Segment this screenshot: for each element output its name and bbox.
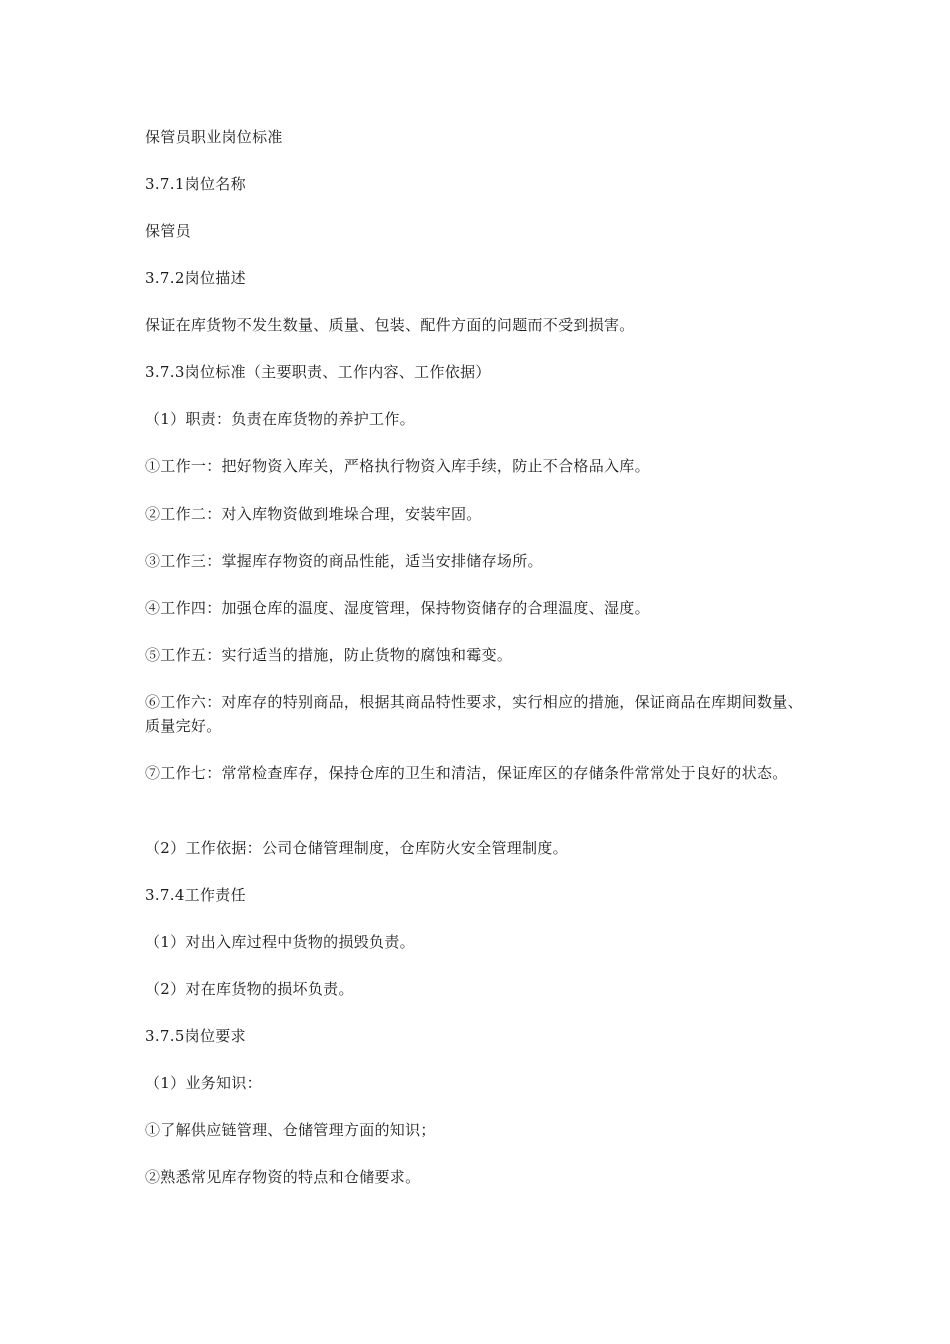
- section-heading: 3.7.2岗位描述: [145, 269, 246, 287]
- paragraph: 保证在库货物不发生数量、质量、包装、配件方面的问题而不受到损害。: [145, 316, 635, 334]
- section-heading: 3.7.5岗位要求: [145, 1027, 246, 1045]
- list-item: ③工作三：掌握库存物资的商品性能，适当安排储存场所。: [145, 552, 543, 570]
- document-title: 保管员职业岗位标准: [145, 128, 283, 146]
- list-item: ⑤工作五：实行适当的措施，防止货物的腐蚀和霉变。: [145, 646, 513, 664]
- list-item: ④工作四：加强仓库的温度、湿度管理，保持物资储存的合理温度、湿度。: [145, 599, 650, 617]
- list-item: （1）对出入库过程中货物的损毁负责。: [145, 933, 415, 951]
- paragraph: （2）工作依据：公司仓储管理制度，仓库防火安全管理制度。: [145, 839, 568, 857]
- list-item: ②工作二：对入库物资做到堆垛合理，安装牢固。: [145, 505, 482, 523]
- list-item: ②熟悉常见库存物资的特点和仓储要求。: [145, 1168, 421, 1186]
- list-item: ①工作一：把好物资入库关，严格执行物资入库手续，防止不合格品入库。: [145, 457, 650, 475]
- list-item: ⑥工作六：对库存的特别商品，根据其商品特性要求，实行相应的措施，保证商品在库期间数量、质量完好。: [145, 693, 803, 735]
- section-heading: 3.7.3岗位标准（主要职责、工作内容、工作依据）: [145, 363, 491, 381]
- paragraph: （1）业务知识：: [145, 1074, 262, 1092]
- list-item: ①了解供应链管理、仓储管理方面的知识；: [145, 1121, 436, 1139]
- section-heading: 3.7.4工作责任: [145, 886, 246, 904]
- list-item: （2）对在库货物的损坏负责。: [145, 980, 354, 998]
- list-item: ⑦工作七：常常检查库存，保持仓库的卫生和清洁，保证库区的存储条件常常处于良好的状态。: [145, 764, 788, 782]
- paragraph: 保管员: [145, 222, 191, 240]
- paragraph: （1）职责：负责在库货物的养护工作。: [145, 410, 415, 428]
- section-heading: 3.7.1岗位名称: [145, 175, 246, 193]
